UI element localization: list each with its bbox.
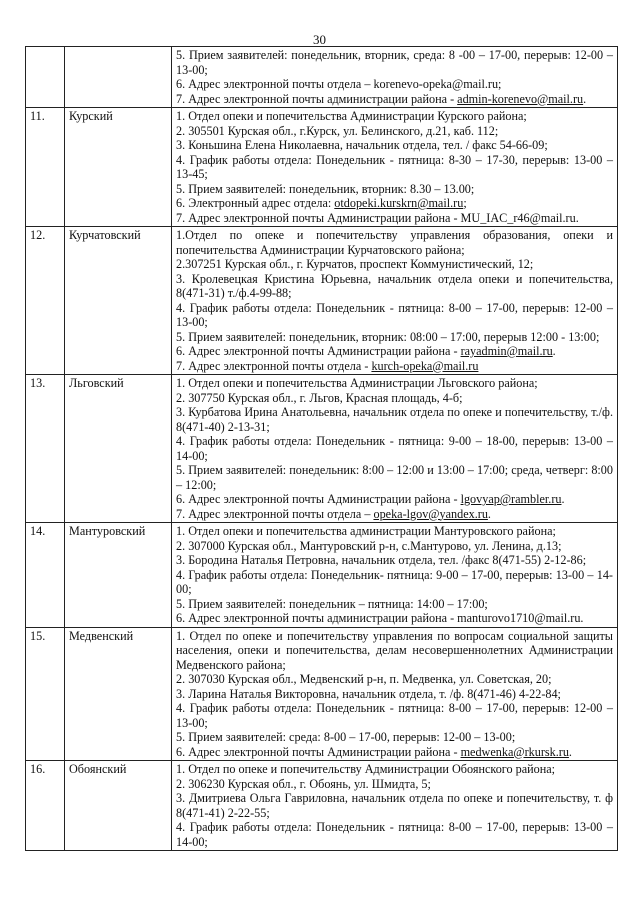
info-line <box>176 92 613 107</box>
info-line-text: 2. 306230 Курская обл., г. Обоянь, ул. Шмидта, 5; <box>176 776 431 791</box>
districts-table <box>25 46 618 851</box>
table-row <box>26 523 618 628</box>
row-number: 11. <box>26 108 65 227</box>
info-line <box>176 138 613 153</box>
info-line-text: 5. Прием заявителей: понедельник, вторник: 08:00 – 17:00, перерыв 12:00 - 13:00; <box>176 329 600 344</box>
email-link[interactable]: admin-korenevo@mail.ru <box>457 91 584 106</box>
info-line-text: 7. Адрес электронной почты администрации района - <box>176 91 458 106</box>
info-line <box>176 745 613 760</box>
info-line-text: 4. График работы отдела: Понедельник - пятница: 8-30 – 17-30, перерыв: 13-00 – 13-45; <box>176 152 613 181</box>
info-line <box>176 672 613 687</box>
info-line-text: 3. Коньшина Елена Николаевна, начальник отдела, тел. / факс 54-66-09; <box>176 138 548 152</box>
info-line-text: 3. Курбатова Ирина Анатольевна, начальник отдела по опеке и попечительству, т./ф. 8(471-40) 2-13-31; <box>176 405 613 434</box>
district-name <box>65 47 172 108</box>
info-line-suffix: . <box>583 91 587 106</box>
table-row <box>26 47 618 108</box>
email-link[interactable]: lgovyap@rambler.ru <box>460 492 562 506</box>
district-info <box>172 227 618 375</box>
info-line-text: 2. 305501 Курская обл., г.Курск, ул. Белинского, д.21, каб. 112; <box>176 123 499 138</box>
info-line-text: 1. Отдел опеки и попечительства администрации Мантуровского района; <box>176 524 556 538</box>
info-line-text: 1. Отдел по опеке и попечительству управления по вопросам социальной защиты населения, опеки и попечительства, делам несовершеннолетних Администрации Медвенского района; <box>176 628 613 672</box>
district-info <box>172 627 618 761</box>
info-line-suffix: . <box>568 744 572 759</box>
table-row <box>26 761 618 851</box>
info-line-text: 5. Прием заявителей: понедельник, вторник, среда: 8 -00 – 17-00, перерыв: 12-00 – 13-00; <box>176 48 613 77</box>
info-line-text: 3. Кролевецкая Кристина Юрьевна, начальник отдела опеки и попечительства, 8(471-31) т./ф.4-99-88; <box>176 271 613 300</box>
info-line <box>176 820 613 849</box>
row-number: 15. <box>26 627 65 761</box>
table-row <box>26 108 618 227</box>
info-line-text: 7. Адрес электронной почты отдела - <box>176 358 372 373</box>
info-line <box>176 182 613 197</box>
info-line <box>176 109 613 124</box>
info-line-suffix: . <box>487 506 491 521</box>
email-link[interactable]: kurch-opeka@mail.ru <box>371 358 479 373</box>
info-line <box>176 301 613 330</box>
info-line <box>176 211 613 226</box>
table-row <box>26 375 618 523</box>
info-line <box>176 405 613 434</box>
row-number: 12. <box>26 227 65 375</box>
info-line <box>176 463 613 492</box>
info-line-text: 6. Адрес электронной почты администрации района - manturovo1710@mail.ru. <box>176 611 584 625</box>
district-info <box>172 47 618 108</box>
email-link[interactable]: otdopeki.kurskrn@mail.ru <box>334 196 464 210</box>
info-line <box>176 629 613 673</box>
info-line-text: 1. Отдел опеки и попечительства Администрации Льговского района; <box>176 376 538 390</box>
info-line <box>176 777 613 792</box>
info-line <box>176 77 613 92</box>
info-line <box>176 272 613 301</box>
info-line <box>176 568 613 597</box>
info-line <box>176 524 613 539</box>
district-info <box>172 523 618 628</box>
info-line-text: 1.Отдел по опеке и попечительству управления образования, опеки и попечительства Администрации Курчатовского района; <box>176 228 613 257</box>
info-line <box>176 553 613 568</box>
info-line <box>176 492 613 507</box>
info-line-text: 4. График работы отдела: Понедельник - пятница: 8-00 – 17-00, перерыв: 12-00 – 13-00; <box>176 701 613 730</box>
info-line <box>176 153 613 182</box>
district-name: Медвенский <box>65 627 172 761</box>
info-line-text: 5. Прием заявителей: понедельник – пятница: 14:00 – 17:00; <box>176 596 488 611</box>
info-line-text: 6. Адрес электронной почты Администрации района - <box>176 744 461 759</box>
info-line-text: 5. Прием заявителей: среда: 8-00 – 17-00, перерыв: 12-00 – 13-00; <box>176 730 516 744</box>
info-line-text: 2.307251 Курская обл., г. Курчатов, проспект Коммунистический, 12; <box>176 257 534 271</box>
district-info <box>172 108 618 227</box>
district-name: Курчатовский <box>65 227 172 375</box>
info-line <box>176 228 613 257</box>
table-row <box>26 627 618 761</box>
info-line <box>176 196 613 211</box>
info-line-text: 5. Прием заявителей: понедельник: 8:00 – 12:00 и 13:00 – 17:00; среда, четверг: 8:00 – 12:00; <box>176 463 613 492</box>
email-link[interactable]: medwenka@rkursk.ru <box>460 744 569 759</box>
info-line <box>176 330 613 345</box>
district-name: Курский <box>65 108 172 227</box>
info-line <box>176 701 613 730</box>
info-line-suffix: ; <box>463 196 467 210</box>
info-line <box>176 597 613 612</box>
info-line-text: 4. График работы отдела: Понедельник - пятница: 9-00 – 18-00, перерыв: 13-00 – 14-00; <box>176 434 613 463</box>
info-line <box>176 376 613 391</box>
info-line <box>176 344 613 359</box>
info-line <box>176 257 613 272</box>
info-line <box>176 730 613 745</box>
info-line-text: 4. График работы отдела: Понедельник- пятница: 9-00 – 17-00, перерыв: 13-00 – 14-00; <box>176 567 613 596</box>
district-name: Мантуровский <box>65 523 172 628</box>
district-name: Обоянский <box>65 761 172 851</box>
info-line <box>176 687 613 702</box>
info-line <box>176 391 613 406</box>
info-line-text: 7. Адрес электронной почты Администрации района - MU_IAC_r46@mail.ru. <box>176 210 579 225</box>
info-line-text: 2. 307030 Курская обл., Медвенский р-н, п. Медвенка, ул. Советская, 20; <box>176 672 552 686</box>
info-line-text: 7. Адрес электронной почты отдела – <box>176 506 374 521</box>
page-number: 30 <box>313 32 326 47</box>
district-name: Льговский <box>65 375 172 523</box>
row-number: 13. <box>26 375 65 523</box>
info-line-text: 6. Электронный адрес отдела: <box>176 196 335 210</box>
info-line-text: 3. Дмитриева Ольга Гавриловна, начальник отдела по опеке и попечительству, т. ф 8(471-41) 2-22-55; <box>176 791 613 820</box>
info-line-text: 6. Адрес электронной почты отдела – korenevo-opeka@mail.ru; <box>176 77 502 91</box>
info-line <box>176 48 613 77</box>
info-line-text: 2. 307000 Курская обл., Мантуровский р-н, с.Мантурово, ул. Ленина, д.13; <box>176 538 562 553</box>
info-line-text: 1. Отдел опеки и попечительства Администрации Курского района; <box>176 109 527 123</box>
info-line <box>176 539 613 554</box>
info-line <box>176 791 613 820</box>
info-line-text: 4. График работы отдела: Понедельник - пятница: 8-00 – 17-00, перерыв: 13-00 – 14-00; <box>176 820 613 849</box>
email-link[interactable]: rayadmin@mail.ru <box>460 344 553 358</box>
table-row <box>26 227 618 375</box>
row-number <box>26 47 65 108</box>
info-line <box>176 124 613 139</box>
district-info <box>172 375 618 523</box>
info-line <box>176 434 613 463</box>
info-line-text: 1. Отдел по опеке и попечительству Администрации Обоянского района; <box>176 762 556 776</box>
info-line <box>176 359 613 374</box>
row-number: 16. <box>26 761 65 851</box>
info-line <box>176 762 613 777</box>
info-line-text: 4. График работы отдела: Понедельник - пятница: 8-00 – 17-00, перерыв: 12-00 – 13-00; <box>176 300 613 329</box>
email-link[interactable]: opeka-lgov@yandex.ru <box>373 506 488 521</box>
info-line-suffix: . <box>561 492 565 506</box>
row-number: 14. <box>26 523 65 628</box>
info-line-suffix: . <box>552 344 556 358</box>
info-line <box>176 507 613 522</box>
info-line-text: 2. 307750 Курская обл., г. Льгов, Красная площадь, 4-б; <box>176 390 463 405</box>
info-line-text: 3. Бородина Наталья Петровна, начальник отдела, тел. /факс 8(471-55) 2-12-86; <box>176 553 587 567</box>
info-line-text: 5. Прием заявителей: понедельник, вторник: 8.30 – 13.00; <box>176 181 475 196</box>
info-line-text: 3. Ларина Наталья Викторовна, начальник отдела, т. /ф. 8(471-46) 4-22-84; <box>176 686 561 701</box>
info-line <box>176 611 613 626</box>
district-info <box>172 761 618 851</box>
info-line-text: 6. Адрес электронной почты Администрации района - <box>176 344 461 358</box>
info-line-text: 6. Адрес электронной почты Администрации района - <box>176 492 461 506</box>
